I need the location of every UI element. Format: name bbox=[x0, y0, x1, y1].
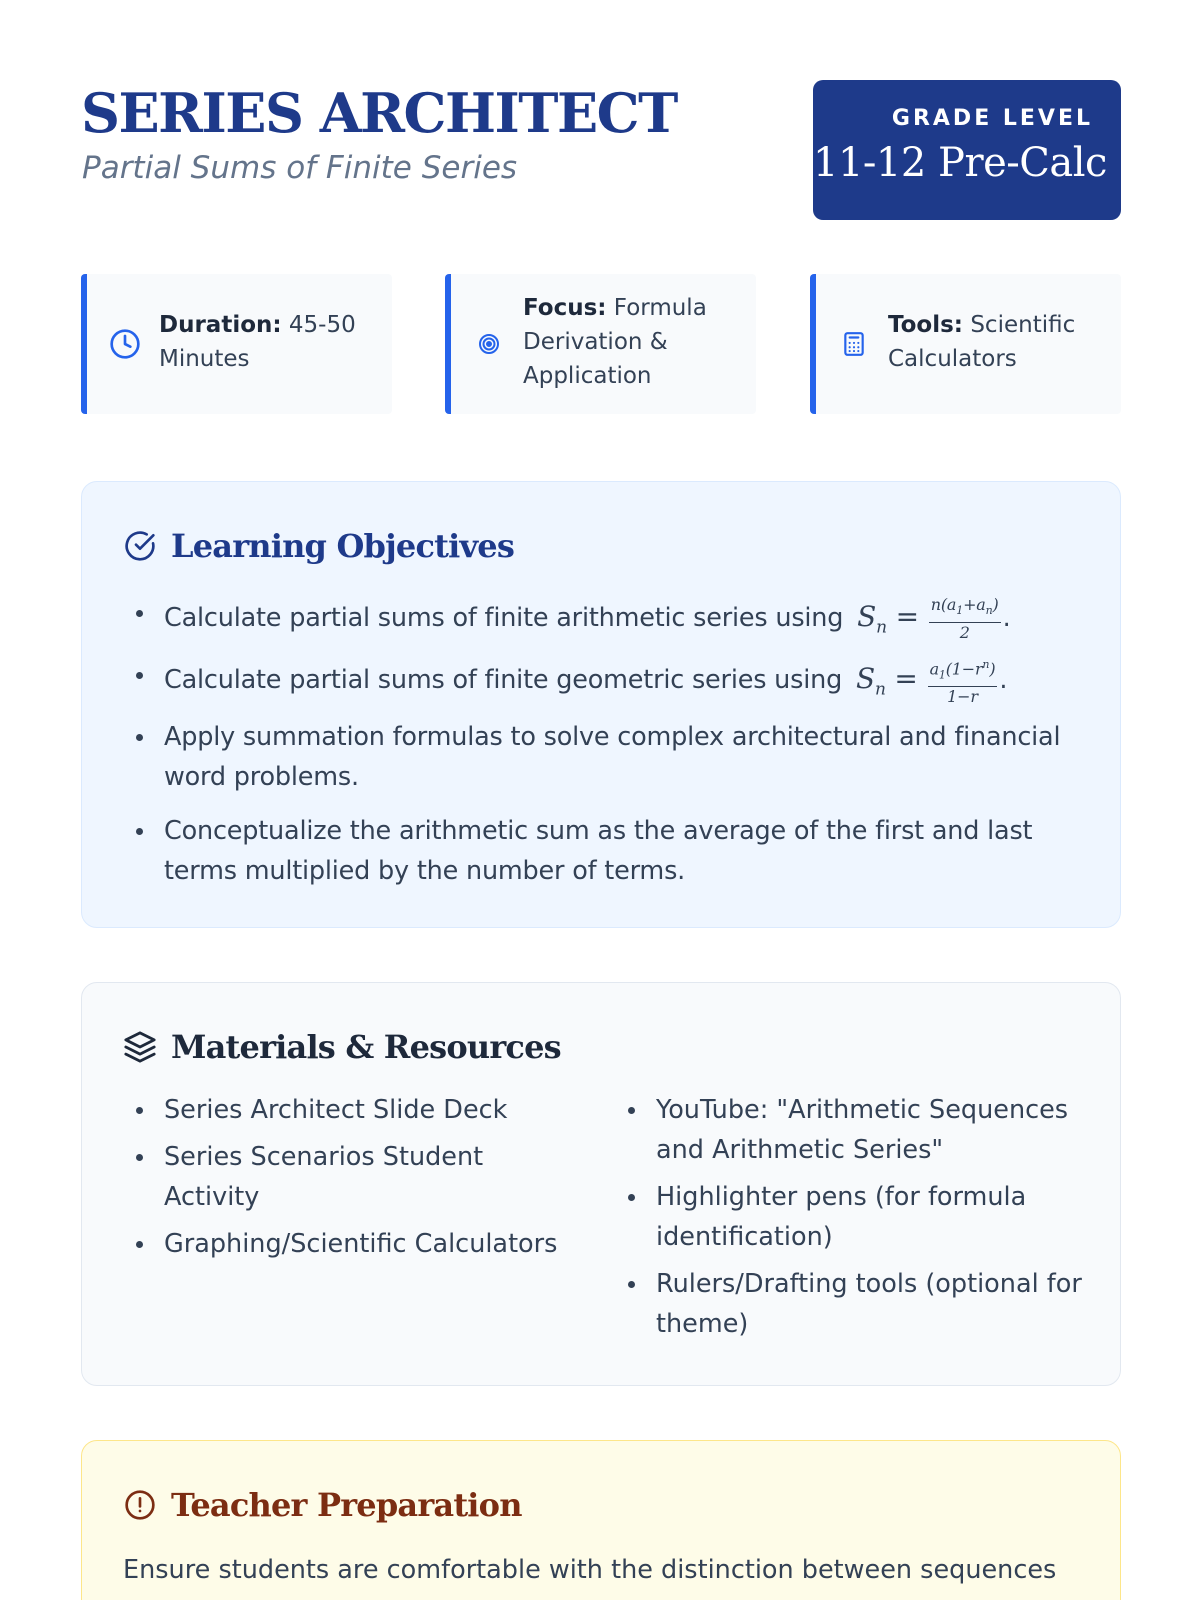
grade-level-value: 11-12 Pre-Calc bbox=[813, 140, 1107, 186]
list-item: Apply summation formulas to solve complex architectural and financial word problems. bbox=[123, 717, 1083, 797]
list-item: Rulers/Drafting tools (optional for theme) bbox=[615, 1264, 1085, 1344]
layers-icon bbox=[123, 1030, 157, 1064]
learning-objectives-panel bbox=[81, 481, 1121, 928]
prep-heading-text: Teacher Preparation bbox=[171, 1486, 522, 1524]
list-item: Calculate partial sums of finite geometric series using $S_n$ = $\frac{a_1(1-r^n)}{1-r}$ . bbox=[123, 655, 1083, 703]
info-card-value: Scientific Calculators bbox=[888, 312, 1076, 372]
objective-text: Calculate partial sums of finite geometric series using bbox=[164, 665, 843, 695]
grade-level-badge bbox=[813, 80, 1121, 220]
info-card-label: Tools: bbox=[888, 312, 964, 338]
materials-heading bbox=[123, 1028, 561, 1066]
info-card-duration bbox=[81, 274, 392, 414]
objective-formula: $S_n$ = bbox=[857, 600, 919, 638]
prep-text: Ensure students are comfortable with the distinction between sequences bbox=[123, 1555, 1057, 1585]
teacher-preparation-panel bbox=[81, 1440, 1121, 1600]
page-title: SERIES ARCHITECT bbox=[81, 81, 677, 145]
list-item: Conceptualize the arithmetic sum as the average of the first and last terms multiplied by the number of terms. bbox=[123, 811, 1083, 891]
materials-list-right bbox=[615, 1090, 1085, 1351]
info-card-tools bbox=[810, 274, 1121, 414]
objective-text: Calculate partial sums of finite arithmetic series using bbox=[164, 603, 844, 633]
formula-fraction: $\frac{a_1(1-r^n)}{1-r}$ bbox=[928, 655, 998, 707]
lesson-header bbox=[81, 80, 1121, 220]
objectives-heading-text: Learning Objectives bbox=[171, 527, 515, 565]
check-circle-icon bbox=[123, 529, 157, 563]
info-card-text bbox=[159, 308, 385, 376]
materials-list-left bbox=[123, 1090, 583, 1271]
materials-heading-text: Materials & Resources bbox=[171, 1028, 561, 1066]
info-card-focus bbox=[445, 274, 756, 414]
info-card-label: Duration: bbox=[159, 312, 282, 338]
list-item: Series Scenarios Student Activity bbox=[123, 1137, 583, 1217]
list-item: YouTube: "Arithmetic Sequences and Arithmetic Series" bbox=[615, 1090, 1085, 1170]
objective-formula: $S_n$ = bbox=[855, 662, 918, 700]
calculator-icon bbox=[836, 326, 872, 362]
formula-fraction: $\frac{n(a_1+a_n)}{2}$ bbox=[930, 595, 999, 642]
prep-heading bbox=[123, 1486, 522, 1524]
materials-panel bbox=[81, 982, 1121, 1386]
clock-icon bbox=[107, 326, 143, 362]
info-card-value: 45-50 Minutes bbox=[159, 312, 356, 372]
list-item: Graphing/Scientific Calculators bbox=[123, 1224, 583, 1264]
info-card-label: Focus: bbox=[523, 295, 607, 321]
info-card-text bbox=[523, 291, 749, 393]
info-cards bbox=[81, 274, 1121, 414]
list-item: Series Architect Slide Deck bbox=[123, 1090, 583, 1130]
list-item: Highlighter pens (for formula identification) bbox=[615, 1177, 1085, 1257]
list-item: Calculate partial sums of finite arithmetic series using $S_n$ = $\frac{n(a_1+a_n)}{2}$ . bbox=[123, 593, 1083, 641]
info-card-value: Formula Derivation & Application bbox=[523, 295, 707, 389]
page-subtitle: Partial Sums of Finite Series bbox=[82, 150, 518, 186]
alert-circle-icon bbox=[123, 1488, 157, 1522]
target-icon bbox=[471, 326, 507, 362]
objectives-heading bbox=[123, 527, 514, 565]
grade-level-label: GRADE LEVEL bbox=[891, 106, 1093, 131]
info-card-text bbox=[888, 308, 1114, 376]
objectives-list bbox=[123, 593, 1083, 905]
